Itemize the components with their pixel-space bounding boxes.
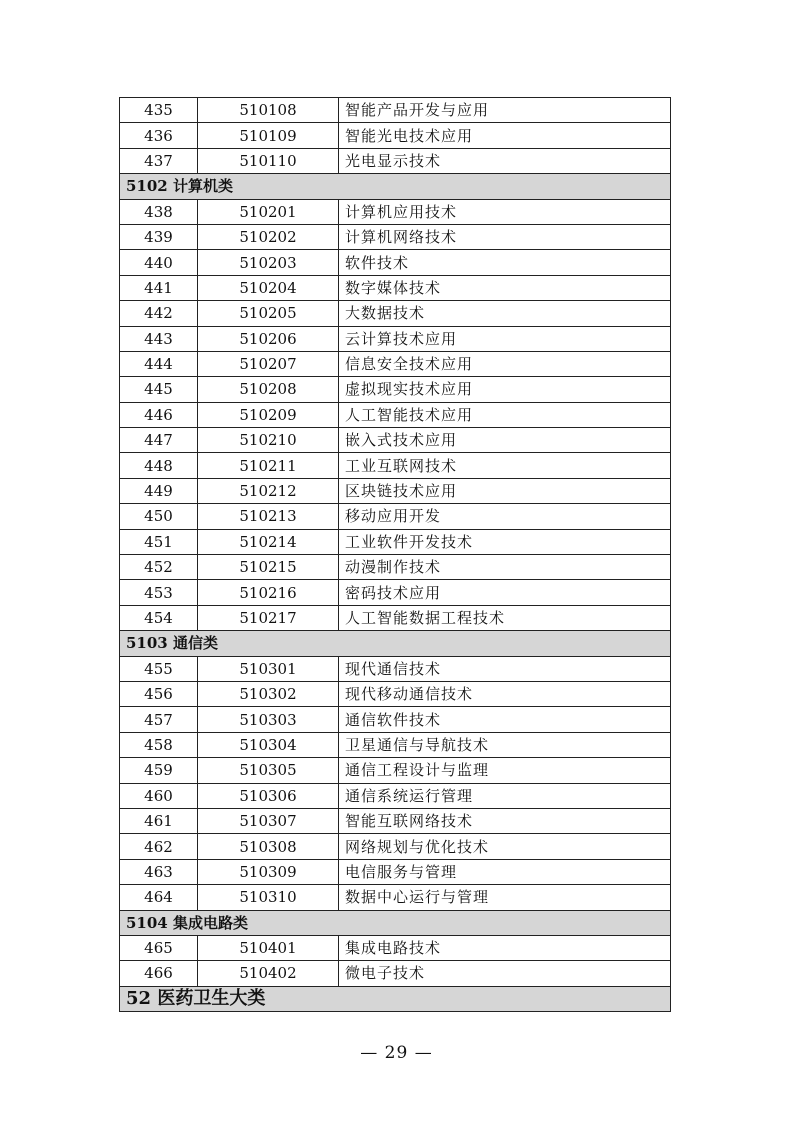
major-name-cell: 现代通信技术	[339, 656, 671, 681]
major-name-cell: 电信服务与管理	[339, 859, 671, 884]
major-code-cell: 510310	[198, 885, 339, 910]
major-name-cell: 智能互联网络技术	[339, 808, 671, 833]
major-name-cell: 数字媒体技术	[339, 275, 671, 300]
major-code-cell: 510401	[198, 935, 339, 960]
major-name-cell: 人工智能技术应用	[339, 402, 671, 427]
major-code-cell: 510402	[198, 961, 339, 986]
major-code-cell: 510202	[198, 224, 339, 249]
sequence-number-cell: 436	[120, 123, 198, 148]
major-name-cell: 虚拟现实技术应用	[339, 377, 671, 402]
major-code-cell: 510307	[198, 808, 339, 833]
sequence-number-cell: 454	[120, 605, 198, 630]
sequence-number-cell: 442	[120, 301, 198, 326]
table-row	[120, 859, 671, 884]
table-row	[120, 504, 671, 529]
major-category-row	[120, 986, 671, 1011]
sequence-number-cell: 440	[120, 250, 198, 275]
major-name-cell: 动漫制作技术	[339, 555, 671, 580]
sequence-number-cell: 451	[120, 529, 198, 554]
major-code-cell: 510209	[198, 402, 339, 427]
sequence-number-cell: 458	[120, 732, 198, 757]
table-row	[120, 783, 671, 808]
sequence-number-cell: 452	[120, 555, 198, 580]
major-code-cell: 510302	[198, 681, 339, 706]
major-code-cell: 510210	[198, 428, 339, 453]
sequence-number-cell: 435	[120, 98, 198, 123]
major-code-cell: 510208	[198, 377, 339, 402]
table-row	[120, 402, 671, 427]
major-code-cell: 510110	[198, 148, 339, 173]
table-row	[120, 732, 671, 757]
table-row	[120, 885, 671, 910]
sequence-number-cell: 443	[120, 326, 198, 351]
table-row	[120, 428, 671, 453]
table-row	[120, 148, 671, 173]
sequence-number-cell: 455	[120, 656, 198, 681]
sequence-number-cell: 450	[120, 504, 198, 529]
major-code-cell: 510108	[198, 98, 339, 123]
major-code-cell: 510306	[198, 783, 339, 808]
table-row	[120, 834, 671, 859]
major-code-cell: 510213	[198, 504, 339, 529]
sequence-number-cell: 449	[120, 478, 198, 503]
major-name-cell: 区块链技术应用	[339, 478, 671, 503]
major-code-cell: 510309	[198, 859, 339, 884]
major-code-cell: 510308	[198, 834, 339, 859]
major-code-cell: 510214	[198, 529, 339, 554]
table-row	[120, 681, 671, 706]
major-name-cell: 微电子技术	[339, 961, 671, 986]
major-name-cell: 密码技术应用	[339, 580, 671, 605]
sequence-number-cell: 447	[120, 428, 198, 453]
major-code-cell: 510212	[198, 478, 339, 503]
sequence-number-cell: 444	[120, 351, 198, 376]
major-name-cell: 工业软件开发技术	[339, 529, 671, 554]
sequence-number-cell: 448	[120, 453, 198, 478]
major-name-cell: 大数据技术	[339, 301, 671, 326]
table-row	[120, 351, 671, 376]
table-row	[120, 808, 671, 833]
sequence-number-cell: 446	[120, 402, 198, 427]
table-row	[120, 275, 671, 300]
category-row	[120, 910, 671, 935]
sequence-number-cell: 441	[120, 275, 198, 300]
major-name-cell: 软件技术	[339, 250, 671, 275]
major-code-cell: 510203	[198, 250, 339, 275]
major-code-cell: 510205	[198, 301, 339, 326]
table-row	[120, 326, 671, 351]
major-code-cell: 510301	[198, 656, 339, 681]
table-row	[120, 605, 671, 630]
sequence-number-cell: 456	[120, 681, 198, 706]
sequence-number-cell: 459	[120, 758, 198, 783]
category-row	[120, 174, 671, 199]
major-code-cell: 510109	[198, 123, 339, 148]
category-row	[120, 631, 671, 656]
major-name-cell: 光电显示技术	[339, 148, 671, 173]
table-row	[120, 453, 671, 478]
table-row	[120, 224, 671, 249]
major-name-cell: 信息安全技术应用	[339, 351, 671, 376]
major-name-cell: 移动应用开发	[339, 504, 671, 529]
major-code-cell: 510304	[198, 732, 339, 757]
sequence-number-cell: 464	[120, 885, 198, 910]
major-name-cell: 网络规划与优化技术	[339, 834, 671, 859]
major-name-cell: 计算机应用技术	[339, 199, 671, 224]
table-row	[120, 301, 671, 326]
table-row	[120, 123, 671, 148]
table-row	[120, 758, 671, 783]
category-label: 5103 通信类	[120, 631, 671, 656]
major-name-cell: 工业互联网技术	[339, 453, 671, 478]
sequence-number-cell: 461	[120, 808, 198, 833]
table-row	[120, 199, 671, 224]
major-code-cell: 510216	[198, 580, 339, 605]
sequence-number-cell: 466	[120, 961, 198, 986]
sequence-number-cell: 439	[120, 224, 198, 249]
major-code-cell: 510201	[198, 199, 339, 224]
table-row	[120, 555, 671, 580]
sequence-number-cell: 453	[120, 580, 198, 605]
sequence-number-cell: 457	[120, 707, 198, 732]
major-name-cell: 智能产品开发与应用	[339, 98, 671, 123]
sequence-number-cell: 445	[120, 377, 198, 402]
table-row	[120, 935, 671, 960]
major-code-cell: 510215	[198, 555, 339, 580]
sequence-number-cell: 460	[120, 783, 198, 808]
major-code-cell: 510303	[198, 707, 339, 732]
major-code-cell: 510204	[198, 275, 339, 300]
table-row	[120, 98, 671, 123]
major-code-cell: 510305	[198, 758, 339, 783]
table-row	[120, 529, 671, 554]
major-code-cell: 510217	[198, 605, 339, 630]
table-row	[120, 377, 671, 402]
table-row	[120, 707, 671, 732]
major-code-cell: 510211	[198, 453, 339, 478]
table-row	[120, 250, 671, 275]
sequence-number-cell: 463	[120, 859, 198, 884]
catalog-table-body	[120, 98, 671, 1012]
major-name-cell: 现代移动通信技术	[339, 681, 671, 706]
sequence-number-cell: 462	[120, 834, 198, 859]
major-name-cell: 云计算技术应用	[339, 326, 671, 351]
major-name-cell: 数据中心运行与管理	[339, 885, 671, 910]
major-name-cell: 通信系统运行管理	[339, 783, 671, 808]
major-category-label: 52 医药卫生大类	[120, 986, 671, 1011]
table-row	[120, 656, 671, 681]
page-number: — 29 —	[360, 1043, 433, 1063]
table-row	[120, 478, 671, 503]
major-name-cell: 嵌入式技术应用	[339, 428, 671, 453]
major-code-cell: 510207	[198, 351, 339, 376]
category-label: 5102 计算机类	[120, 174, 671, 199]
category-label: 5104 集成电路类	[120, 910, 671, 935]
major-name-cell: 卫星通信与导航技术	[339, 732, 671, 757]
major-catalog-table	[119, 97, 671, 1012]
sequence-number-cell: 437	[120, 148, 198, 173]
table-row	[120, 580, 671, 605]
table-row	[120, 961, 671, 986]
major-name-cell: 通信软件技术	[339, 707, 671, 732]
major-name-cell: 计算机网络技术	[339, 224, 671, 249]
major-name-cell: 集成电路技术	[339, 935, 671, 960]
sequence-number-cell: 465	[120, 935, 198, 960]
major-code-cell: 510206	[198, 326, 339, 351]
major-name-cell: 通信工程设计与监理	[339, 758, 671, 783]
major-name-cell: 人工智能数据工程技术	[339, 605, 671, 630]
sequence-number-cell: 438	[120, 199, 198, 224]
major-name-cell: 智能光电技术应用	[339, 123, 671, 148]
